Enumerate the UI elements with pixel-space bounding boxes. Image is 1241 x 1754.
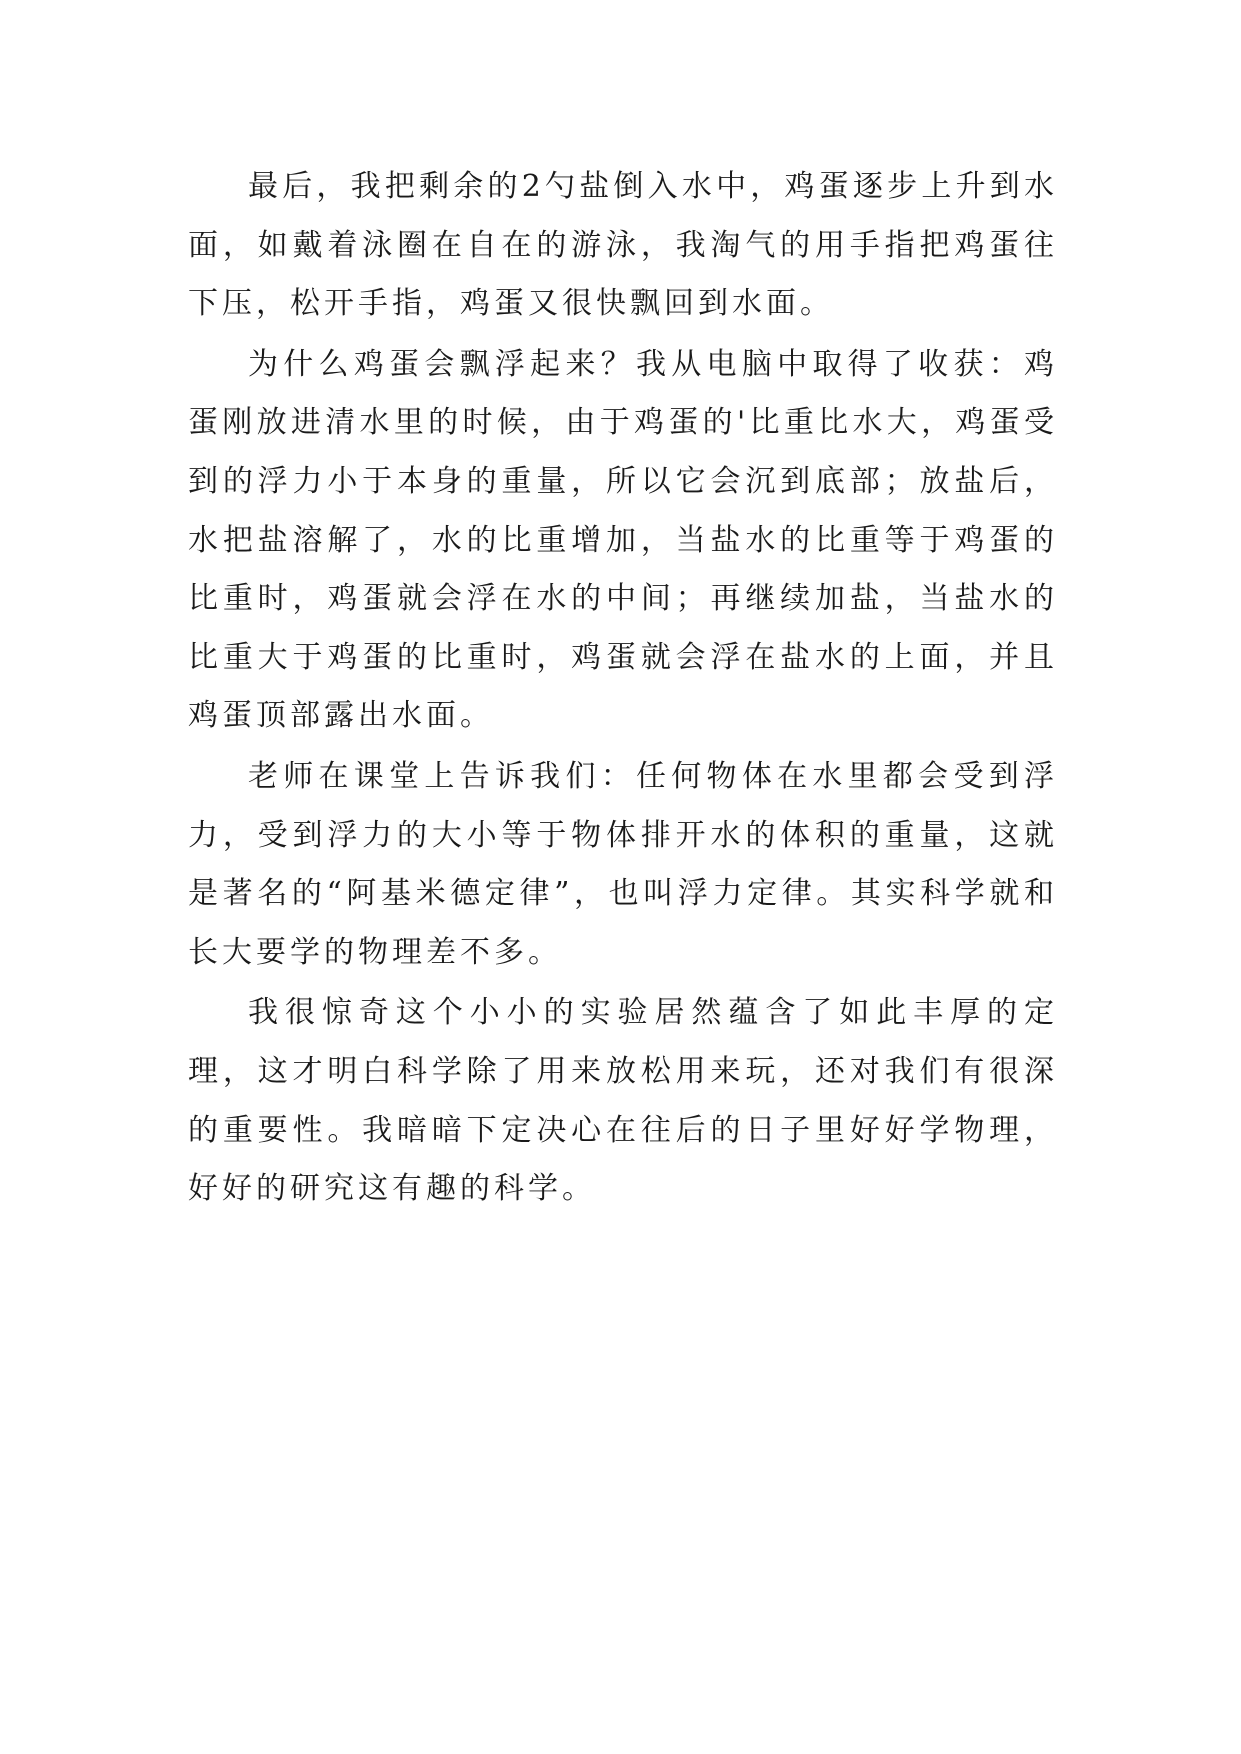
document-body [188, 158, 1058, 1221]
paragraph-conclusion: 我很惊奇这个小小的实验居然蕴含了如此丰厚的定理，这才明白科学除了用来放松用来玩，还对我们有很深的重要性。我暗暗下定决心在往后的日子里好好学物理，好好的研究这有趣的科学。 [188, 995, 1058, 1207]
paragraph-salt-final: 最后，我把剩余的2勺盐倒入水中，鸡蛋逐步上升到水面，如戴着泳圈在自在的游泳，我淘气的用手指把鸡蛋往下压，松开手指，鸡蛋又很快飘回到水面。 [188, 169, 1058, 322]
paragraph-archimedes: 老师在课堂上告诉我们：任何物体在水里都会受到浮力，受到浮力的大小等于物体排开水的体积的重量，这就是著名的“阿基米德定律”，也叫浮力定律。其实科学就和长大要学的物理差不多。 [188, 758, 1058, 970]
paragraph-why-float: 为什么鸡蛋会飘浮起来？我从电脑中取得了收获：鸡蛋刚放进清水里的时候，由于鸡蛋的'比重比水大，鸡蛋受到的浮力小于本身的重量，所以它会沉到底部；放盐后，水把盐溶解了，水的比重增加，当盐水的比重等于鸡蛋的比重时，鸡蛋就会浮在水的中间；再继续加盐，当盐水的比重大于鸡蛋的比重时，鸡蛋就会浮在盐水的上面，并且鸡蛋顶部露出水面。 [188, 346, 1058, 734]
